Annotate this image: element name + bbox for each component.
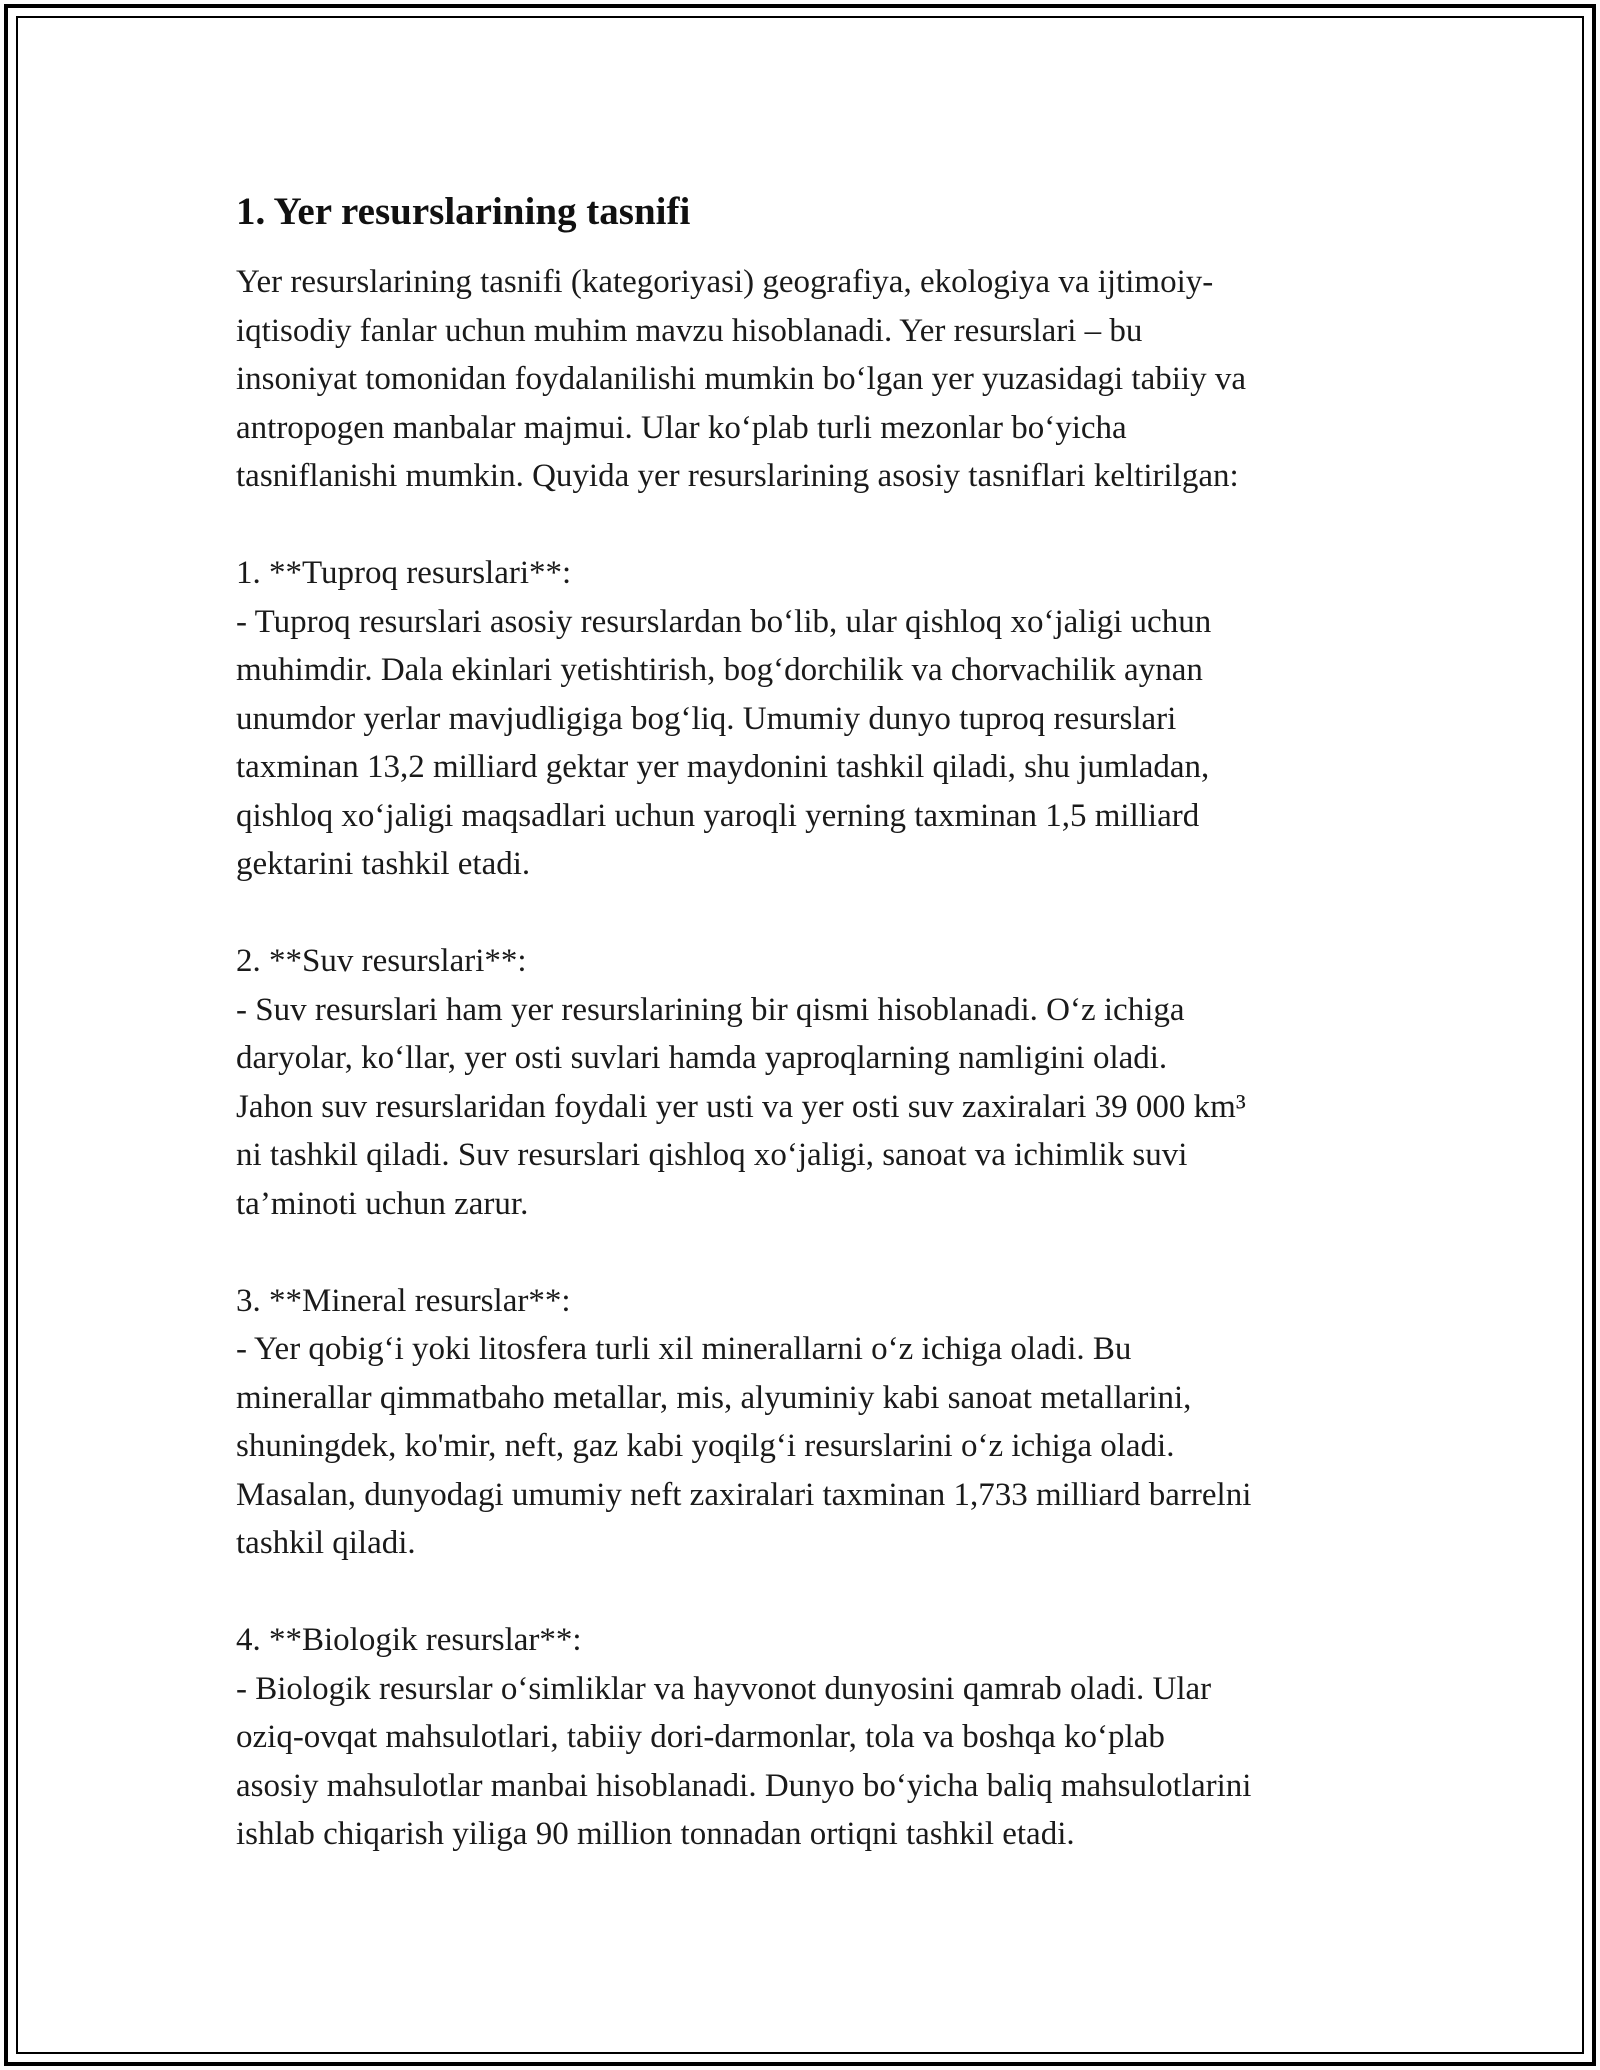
paragraph-spacer [236, 1228, 1366, 1277]
section-heading: 1. **Tuproq resurslari**: [236, 555, 572, 591]
paragraph-spacer [236, 889, 1366, 938]
section-water [236, 937, 1366, 1228]
section-heading: 3. **Mineral resurslar**: [236, 1282, 571, 1319]
section-body: - Suv resurslari ham yer resurslarining bir qismi hisoblanadi. O‘z ichiga daryolar, ko‘llar, yer osti suvlari hamda yaproqlarning namligini oladi. Jahon suv resurslaridan foydali yer usti va yer osti suv zaxiralari 39 000 km³ ni tashkil qiladi. Suv resurslari qishloq xo‘jaligi, sanoat va ichimlik suvi ta’minoti uchun zarur. [236, 991, 1246, 1222]
document-body [236, 188, 1366, 1859]
section-biological [236, 1616, 1366, 1859]
section-mineral [236, 1277, 1366, 1568]
section-soil [236, 549, 1366, 889]
section-body: - Yer qobig‘i yoki litosfera turli xil minerallarni o‘z ichiga oladi. Bu minerallar qimmatbaho metallar, mis, alyuminiy kabi sanoat metallarini, shuningdek, ko'mir, neft, gaz kabi yoqilg‘i resurslarini o‘z ichiga oladi. Masalan, dunyodagi umumiy neft zaxiralari taxminan 1,733 milliard barrelni tashkil qiladi. [236, 1331, 1252, 1561]
intro-paragraph: Yer resurslarining tasnifi (kategoriyasi) geografiya, ekologiya va ijtimoiy- iqtisodiy fanlar uchun muhim mavzu hisoblanadi. Yer resurslari – bu insoniyat tomonidan foydalanilishi mumkin bo‘lgan yer yuzasidagi tabiiy va antropogen manbalar majmui. Ular ko‘plab turli mezonlar bo‘yicha tasniflanishi mumkin. Quyida yer resurslarining asosiy tasniflari keltirilgan: [236, 264, 1246, 494]
section-heading: 2. **Suv resurslari**: [236, 943, 527, 979]
document-title: 1. Yer resurslarining tasnifi [236, 190, 691, 233]
section-heading: 4. **Biologik resurslar**: [236, 1622, 582, 1658]
paragraph-spacer [236, 1568, 1366, 1617]
section-body: - Tuproq resurslari asosiy resurslardan bo‘lib, ular qishloq xo‘jaligi uchun muhimdir. Dala ekinlari yetishtirish, bog‘dorchilik va chorvachilik aynan unumdor yerlar mavjudligiga bog‘liq. Umumiy dunyo tuproq resurslari taxminan 13,2 milliard gektar yer maydonini tashkil qiladi, shu jumladan, qishloq xo‘jaligi maqsadlari uchun yaroqli yerning taxminan 1,5 milliard gektarini tashkil etadi. [236, 603, 1212, 882]
section-body: - Biologik resurslar o‘simliklar va hayvonot dunyosini qamrab oladi. Ular oziq-ovqat mahsulotlari, tabiiy dori-darmonlar, tola va boshqa ko‘plab asosiy mahsulotlar manbai hisoblanadi. Dunyo bo‘yicha baliq mahsulotlarini ishlab chiqarish yiliga 90 million tonnadan ortiqni tashkil etadi. [236, 1670, 1252, 1852]
paragraph-spacer [236, 501, 1366, 550]
